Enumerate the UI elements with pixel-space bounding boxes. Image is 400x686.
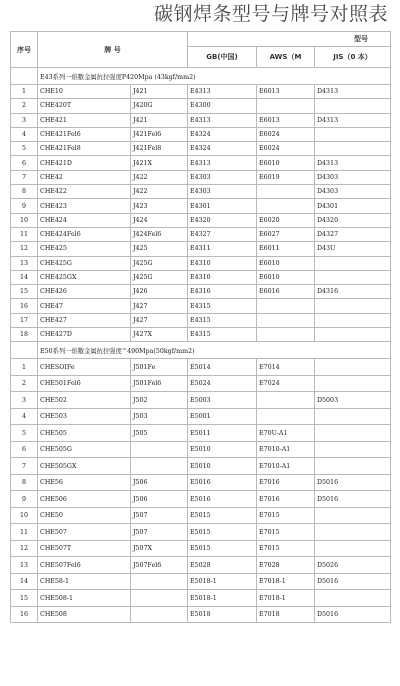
aws-model: E7016 [257,491,315,508]
gb-model: E4315 [188,313,257,327]
row-number: 3 [11,113,38,127]
jis-model [315,375,391,392]
jis-model [315,458,391,475]
gb-model: E4300 [188,99,257,113]
aws-model: E6011 [257,242,315,256]
aws-model: E6013 [257,85,315,99]
brand-code-b: J420G [131,99,188,113]
brand-code-a: CHE10 [38,85,131,99]
table-row [11,408,391,425]
brand-code-b: J424Fel6 [131,227,188,241]
header-gb: GB(中国) [188,47,257,68]
electrode-comparison-table [10,31,391,623]
row-number: 12 [11,540,38,557]
aws-model: E7018-1 [257,590,315,607]
jis-model [315,524,391,541]
brand-code-a: CHE507Fel6 [38,557,131,574]
section-e43-label: E43系列一焰數金属抗拉强度P420Mpa (43kgf/mm2) [38,68,391,85]
aws-model: E7015 [257,540,315,557]
gb-model: E4303 [188,170,257,184]
aws-model [257,299,315,313]
table-row [11,227,391,241]
brand-code-a: CHE56 [38,474,131,491]
aws-model: E6019 [257,170,315,184]
brand-code-b: J422 [131,170,188,184]
table-row [11,256,391,270]
aws-model: E7015 [257,524,315,541]
aws-model: E6024 [257,142,315,156]
brand-code-b: J424 [131,213,188,227]
jis-model [315,441,391,458]
aws-model: E7010-A1 [257,441,315,458]
brand-code-a: CHE426 [38,285,131,299]
jis-model [315,507,391,524]
aws-model: E6010 [257,270,315,284]
table-row [11,491,391,508]
table-row [11,170,391,184]
gb-model: E4315 [188,328,257,342]
gb-model: E5016 [188,491,257,508]
brand-code-a: CHE503 [38,408,131,425]
brand-code-b: J427 [131,299,188,313]
brand-code-a: CHE425 [38,242,131,256]
gb-model: E5015 [188,540,257,557]
row-number: 2 [11,99,38,113]
table-row [11,392,391,409]
brand-code-b: J501Fel6 [131,375,188,392]
gb-model: E4310 [188,256,257,270]
jis-model: D5016 [315,491,391,508]
brand-code-a: CHE427D [38,328,131,342]
jis-model: D4313 [315,113,391,127]
jis-model [315,256,391,270]
section-e43 [11,68,391,342]
table-row [11,328,391,342]
brand-code-a: CHE507 [38,524,131,541]
brand-code-a: CHE421D [38,156,131,170]
gb-model: E5014 [188,359,257,376]
gb-model: E4324 [188,127,257,141]
table-row [11,213,391,227]
row-number: 10 [11,507,38,524]
jis-model [315,127,391,141]
table-row [11,524,391,541]
page-title: 碳钢焊条型号与牌号对照表 [153,3,388,25]
row-number: 11 [11,227,38,241]
row-number: 3 [11,392,38,409]
jis-model [315,408,391,425]
jis-model [315,425,391,442]
table-row [11,458,391,475]
jis-model: D5016 [315,606,391,623]
brand-code-b: J506 [131,474,188,491]
aws-model: E7010-A1 [257,458,315,475]
gb-model: E5011 [188,425,257,442]
brand-code-b: J507Fel6 [131,557,188,574]
row-number: 2 [11,375,38,392]
table-row [11,185,391,199]
brand-code-b: J507 [131,507,188,524]
jis-model: D4316 [315,285,391,299]
gb-model: E5015 [188,507,257,524]
row-number: 5 [11,425,38,442]
table-row [11,156,391,170]
gb-model: E5028 [188,557,257,574]
brand-code-b: J507X [131,540,188,557]
brand-code-a: CHE502 [38,392,131,409]
gb-model: E4327 [188,227,257,241]
table-row [11,299,391,313]
brand-code-b: J421X [131,156,188,170]
row-number: 4 [11,127,38,141]
brand-code-b: J507 [131,524,188,541]
row-number: 12 [11,242,38,256]
brand-code-a: CHE50 [38,507,131,524]
jis-model [315,313,391,327]
jis-model: D4303 [315,170,391,184]
brand-code-b: J421 [131,113,188,127]
gb-model: E4311 [188,242,257,256]
brand-code-b: J425 [131,242,188,256]
aws-model: E6027 [257,227,315,241]
brand-code-b: J427X [131,328,188,342]
row-number: 15 [11,590,38,607]
section-e50-label: E50系列一焰數金属抗拉强度^490Mpa(50kgf/mm2) [38,342,391,359]
jis-model: D5026 [315,557,391,574]
brand-code-b: J427 [131,313,188,327]
row-number: 15 [11,285,38,299]
gb-model: E5010 [188,458,257,475]
aws-model: E6010 [257,156,315,170]
brand-code-a: CHE505 [38,425,131,442]
gb-model: E5003 [188,392,257,409]
row-number: 9 [11,491,38,508]
gb-model: E4313 [188,113,257,127]
gb-model: E5015 [188,524,257,541]
aws-model [257,328,315,342]
brand-code-b [131,606,188,623]
row-number: 1 [11,85,38,99]
brand-code-a: CHE420T [38,99,131,113]
jis-model: D5016 [315,573,391,590]
brand-code-b [131,590,188,607]
row-number: 5 [11,142,38,156]
brand-code-a: CHE423 [38,199,131,213]
brand-code-a: CHE508 [38,606,131,623]
table-row [11,99,391,113]
brand-code-b: J503 [131,408,188,425]
jis-model: D4320 [315,213,391,227]
table-row [11,113,391,127]
table-row [11,441,391,458]
aws-model: E6024 [257,127,315,141]
aws-model: E6016 [257,285,315,299]
aws-model: E6010 [257,256,315,270]
brand-code-a: CHE507T [38,540,131,557]
brand-code-a: CHE505GX [38,458,131,475]
brand-code-a: CHE505G [38,441,131,458]
brand-code-a: CHE427 [38,313,131,327]
row-number: 7 [11,458,38,475]
row-number: 14 [11,270,38,284]
gb-model: E5018-1 [188,573,257,590]
section-e50 [11,342,391,623]
aws-model: E7018 [257,606,315,623]
table-row [11,127,391,141]
row-number: 6 [11,441,38,458]
brand-code-b: J423 [131,199,188,213]
row-number: 10 [11,213,38,227]
brand-code-b: J421Fel6 [131,127,188,141]
row-number: 8 [11,474,38,491]
table-row [11,313,391,327]
brand-code-a: CHE424Fel6 [38,227,131,241]
brand-code-a: CHE501Fel6 [38,375,131,392]
row-number: 17 [11,313,38,327]
table-row [11,242,391,256]
brand-code-a: CHE425G [38,256,131,270]
brand-code-b [131,573,188,590]
aws-model: E70U-A1 [257,425,315,442]
table-row [11,270,391,284]
brand-code-b: J421Fel8 [131,142,188,156]
row-number: 6 [11,156,38,170]
jis-model [315,270,391,284]
aws-model [257,99,315,113]
jis-model [315,328,391,342]
jis-model: D4301 [315,199,391,213]
table-row [11,285,391,299]
row-number: 8 [11,185,38,199]
brand-code-b: J425G [131,256,188,270]
header-seq: 序号 [11,32,38,68]
jis-model: D4313 [315,156,391,170]
gb-model: E4316 [188,285,257,299]
gb-model: E5001 [188,408,257,425]
table-row [11,85,391,99]
table-row [11,573,391,590]
jis-model: D4303 [315,185,391,199]
table-row [11,142,391,156]
aws-model: E6013 [257,113,315,127]
jis-model [315,590,391,607]
brand-code-b [131,441,188,458]
jis-model: D4327 [315,227,391,241]
gb-model: E4310 [188,270,257,284]
table-row [11,359,391,376]
aws-model: E6020 [257,213,315,227]
row-number: 13 [11,557,38,574]
gb-model: E4303 [188,185,257,199]
row-number: 9 [11,199,38,213]
aws-model: E7018-1 [257,573,315,590]
brand-code-a: CHE424 [38,213,131,227]
brand-code-b [131,458,188,475]
jis-model: D5016 [315,474,391,491]
aws-model [257,185,315,199]
gb-model: E5018-1 [188,590,257,607]
brand-code-a: CHE506 [38,491,131,508]
brand-code-b: J501Fe [131,359,188,376]
aws-model: E7028 [257,557,315,574]
table-row [11,425,391,442]
table-row [11,199,391,213]
brand-code-a: CHE421Fel6 [38,127,131,141]
header-brand: 牌 号 [38,32,188,68]
row-number: 1 [11,359,38,376]
brand-code-a: CHESOIFe [38,359,131,376]
aws-model: E7014 [257,359,315,376]
brand-code-b: J422 [131,185,188,199]
jis-model [315,99,391,113]
gb-model: E5010 [188,441,257,458]
brand-code-a: CHE421 [38,113,131,127]
aws-model: E7024 [257,375,315,392]
brand-code-a: CHE508-1 [38,590,131,607]
row-number: 7 [11,170,38,184]
brand-code-b: J426 [131,285,188,299]
brand-code-a: CHE422 [38,185,131,199]
jis-model: D5003 [315,392,391,409]
aws-model [257,199,315,213]
table-row [11,606,391,623]
jis-model [315,540,391,557]
brand-code-b: J506 [131,491,188,508]
table-row [11,375,391,392]
gb-model: E4313 [188,85,257,99]
jis-model: D43U [315,242,391,256]
table-row [11,590,391,607]
aws-model [257,392,315,409]
aws-model [257,408,315,425]
brand-code-a: CHE42 [38,170,131,184]
header-model: 型号 [188,32,391,47]
brand-code-b: J425G [131,270,188,284]
gb-model: E5016 [188,474,257,491]
row-number: 11 [11,524,38,541]
aws-model: E7015 [257,507,315,524]
gb-model: E4315 [188,299,257,313]
gb-model: E4320 [188,213,257,227]
gb-model: E5018 [188,606,257,623]
brand-code-a: CHE47 [38,299,131,313]
row-number: 16 [11,606,38,623]
jis-model [315,142,391,156]
jis-model: D4313 [315,85,391,99]
row-number: 14 [11,573,38,590]
header-jis: JIS（0 本） [315,47,391,68]
aws-model [257,313,315,327]
brand-code-b: J505 [131,425,188,442]
header-aws: AWS（M [257,47,315,68]
brand-code-a: CHE425GX [38,270,131,284]
gb-model: E4324 [188,142,257,156]
row-number: 13 [11,256,38,270]
table-row [11,557,391,574]
brand-code-b: J421 [131,85,188,99]
aws-model: E7016 [257,474,315,491]
table-row [11,507,391,524]
jis-model [315,359,391,376]
gb-model: E5024 [188,375,257,392]
brand-code-a: CHE421Fel8 [38,142,131,156]
gb-model: E4313 [188,156,257,170]
brand-code-b: J502 [131,392,188,409]
brand-code-a: CHE58-1 [38,573,131,590]
gb-model: E4301 [188,199,257,213]
row-number: 18 [11,328,38,342]
jis-model [315,299,391,313]
table-row [11,474,391,491]
table-row [11,540,391,557]
row-number: 16 [11,299,38,313]
row-number: 4 [11,408,38,425]
